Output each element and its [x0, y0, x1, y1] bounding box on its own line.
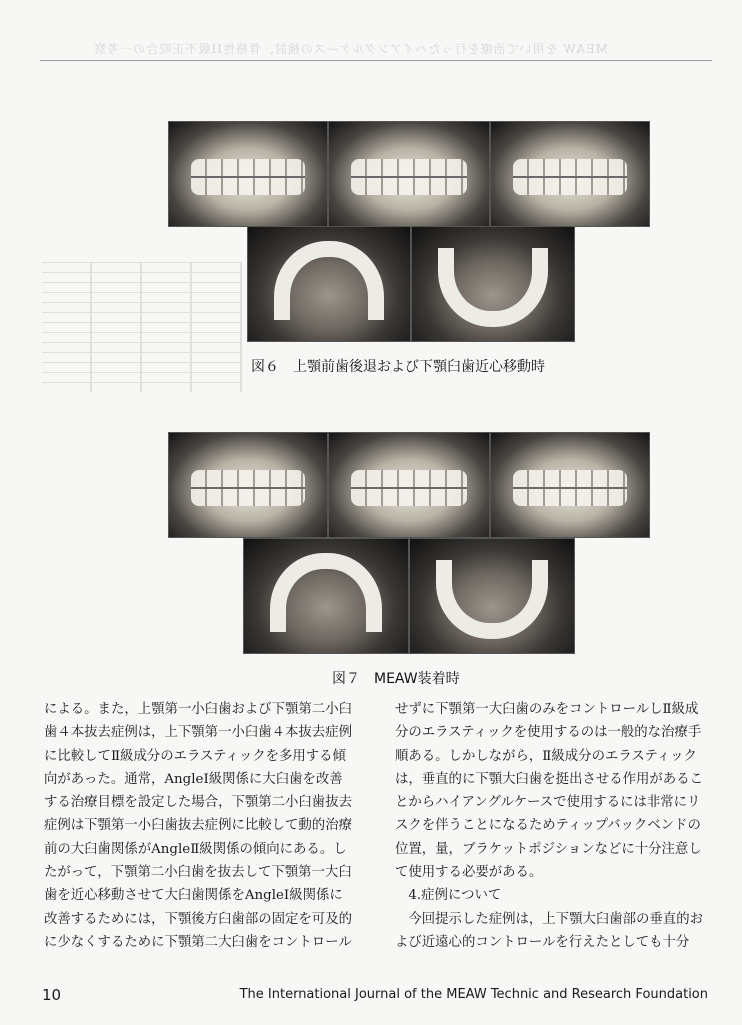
- right-line: は，垂直的に下顎大臼歯を挺出させる作用があるこ: [395, 771, 703, 787]
- right-line: 分のエラスティックを使用するのは一般的な治療手: [395, 725, 702, 741]
- left-line: に少なくするために下顎第二大臼歯をコントロール: [44, 934, 352, 950]
- right-line: よび近遠心的コントロールを行えたとしても十分: [395, 934, 690, 950]
- figure7-left-occlusion-photo: [490, 432, 650, 538]
- body-right-column: [395, 698, 717, 954]
- left-line: 症例は下顎第一小臼歯抜去症例に比較して動的治療: [44, 818, 352, 834]
- figure6-frontal-occlusion-photo: [328, 121, 490, 227]
- right-line: とからハイアングルケースで使用するには非常にリ: [395, 795, 701, 811]
- figure6-occlusion-row: [168, 121, 650, 227]
- show-through-table: [42, 262, 242, 392]
- figure6-arch-row: [247, 226, 575, 342]
- left-line: に比較してⅡ級成分のエラスティックを多用する傾: [44, 748, 346, 764]
- right-line: スクを伴うことになるためティップバックベンドの: [395, 818, 701, 834]
- figure7-right-occlusion-photo: [168, 432, 328, 538]
- right-line: 位置，量，ブラケットポジションなどに十分注意し: [395, 841, 702, 857]
- figure7-lower-arch-photo: [409, 538, 575, 654]
- page-number: 10: [42, 986, 62, 1004]
- left-line: による。また，上顎第一小臼歯および下顎第二小臼: [44, 702, 352, 717]
- right-line: 今回提示した症例は，上下顎大臼歯部の垂直的お: [395, 911, 703, 927]
- figure7-upper-arch-photo: [243, 538, 409, 654]
- left-line: 歯４本抜去症例は，上下顎第一小臼歯４本抜去症例: [44, 725, 352, 741]
- journal-name: The International Journal of the MEAW Technic and Research Foundation: [239, 987, 708, 1002]
- left-line: する治療目標を設定した場合，下顎第二小臼歯抜去: [44, 795, 352, 811]
- figure7-frontal-occlusion-photo: [328, 432, 490, 538]
- figure7-occlusion-row: [168, 432, 650, 538]
- figure6-caption: 図６ 上顎前歯後退および下顎臼歯近心移動時: [251, 359, 545, 375]
- header-rule: [40, 60, 712, 61]
- figure7-arch-row: [243, 538, 575, 654]
- left-line: 前の大臼歯関係がAngleⅡ級関係の傾向にある。し: [44, 841, 347, 857]
- right-line: て使用する必要がある。: [395, 865, 543, 881]
- body-left-column: [44, 698, 366, 954]
- left-line: たがって，下顎第二小臼歯を抜去して下顎第一大臼: [44, 865, 352, 881]
- figure6-lower-arch-photo: [411, 226, 575, 342]
- right-line: 順ある。しかしながら，Ⅱ級成分のエラスティック: [395, 748, 697, 764]
- left-line: 歯を近心移動させて大臼歯関係をAngleⅠ級関係に: [44, 888, 343, 904]
- section-heading: 4.症例について: [395, 888, 502, 904]
- right-line: せずに下顎第一大臼歯のみをコントロールしⅡ級成: [395, 702, 699, 717]
- left-line: 改善するためには，下顎後方臼歯部の固定を可及的: [44, 911, 352, 927]
- figure7-caption: 図７ MEAW装着時: [332, 671, 460, 687]
- figure6-right-occlusion-photo: [168, 121, 328, 227]
- header-show-through: MEAW を用いて治療を行ったハイアングルケースの検討，骨格性II級不正咬合の一考察: [93, 42, 608, 56]
- figure6-left-occlusion-photo: [490, 121, 650, 227]
- figure6-upper-arch-photo: [247, 226, 411, 342]
- left-line: 向があった。通常，AngleⅠ級関係に大臼歯を改善: [44, 771, 343, 787]
